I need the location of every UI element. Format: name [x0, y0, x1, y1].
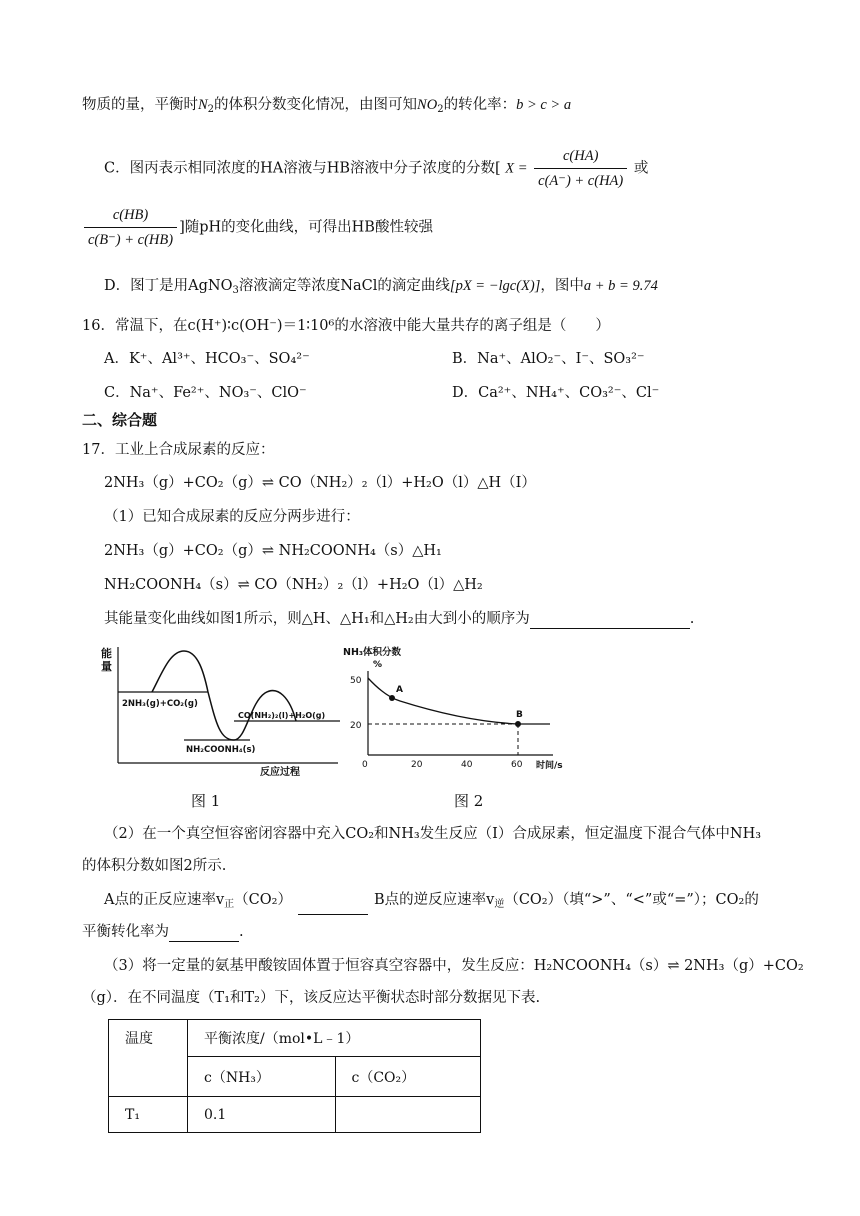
q16-option-b: B．Na⁺、AlO₂⁻、I⁻、SO₃²⁻: [452, 351, 645, 367]
q17-part3: （3）将一定量的氨基甲酸铵固体置于恒容真空容器中，发生反应：H₂NCOONH₄（s）⇌ 2NH₃（g）+CO₂: [104, 958, 804, 974]
q16-option-c: C．Na⁺、Fe²⁺、NO₃⁻、ClO⁻: [104, 385, 307, 401]
text: （CO₂）（填“>”、“<”或“=”）；CO₂的: [504, 892, 759, 908]
point-b: [515, 721, 521, 727]
conversion-formula: b > c > a: [516, 97, 572, 113]
text: （CO₂）: [234, 892, 292, 908]
q16-stem: 16．常温下，在c(H⁺)∶c(OH⁻)＝1∶10⁶的水溶液中能大量共存的离子组是（ ）: [82, 318, 610, 334]
x-label: 反应过程: [260, 767, 300, 778]
q17-stem: 17．工业上合成尿素的反应：: [82, 442, 275, 458]
option-d: [104, 276, 658, 301]
equilibrium-table: [108, 1019, 481, 1133]
compare-blank[interactable]: [298, 898, 368, 915]
row-t1-co2: [335, 1097, 481, 1133]
n2-subscript: 2: [207, 104, 215, 115]
q17-part2-conversion: [82, 922, 244, 942]
product-label: CO(NH₂)₂(l)+H₂O(g): [238, 711, 326, 720]
y-tick-50: 50: [350, 676, 362, 686]
q16-option-d: D．Ca²⁺、NH₄⁺、CO₃²⁻、Cl⁻: [452, 385, 660, 401]
reactant-label: 2NH₃(g)+CO₂(g): [122, 699, 198, 709]
or-text: 或: [633, 160, 649, 177]
text: 平衡转化率为: [82, 924, 169, 940]
x-label: 时间/s: [536, 761, 563, 771]
energy-curve: [152, 651, 296, 740]
point-a-label: A: [396, 685, 403, 695]
text: A点的正反应速率v: [104, 892, 225, 908]
q17-part1: （1）已知合成尿素的反应分两步进行：: [104, 509, 360, 525]
text: 物质的量，平衡时: [82, 97, 198, 113]
text: 的转化率：: [443, 97, 517, 113]
fraction-numerator: c(HB): [112, 207, 149, 223]
y-label-2: 量: [101, 660, 112, 673]
period: .: [689, 611, 695, 627]
q17-equation2: NH₂COONH₄（s）⇌ CO（NH₂）₂（l）+H₂O（l）△H₂: [104, 577, 483, 593]
header-temperature: 温度: [109, 1020, 188, 1097]
x-tick-60: 60: [511, 760, 523, 770]
option-d-middle: 溶液滴定等浓度NaCl的滴定曲线: [238, 278, 450, 294]
q17-part2-question: [104, 890, 759, 915]
no2-symbol: NO: [417, 97, 438, 113]
subscript-reverse: 逆: [494, 899, 505, 910]
x-tick-20: 20: [411, 760, 423, 770]
option-c-cont: [82, 205, 433, 250]
n2-symbol: N: [198, 97, 208, 113]
q17-main-equation: 2NH₃（g）+CO₂（g）⇌ CO（NH₂）₂（l）+H₂O（l）△H（I）: [104, 475, 536, 491]
q17-part1-question: [104, 609, 694, 629]
q17-part2-cont: 的体积分数如图2所示.: [82, 858, 227, 874]
y-tick-20: 20: [350, 721, 362, 731]
text: B点的逆反应速率v: [373, 892, 495, 908]
text: 的体积分数变化情况，由图可知: [214, 97, 418, 113]
option-c: [104, 146, 648, 191]
figure-2-nh3-plot: [338, 643, 578, 778]
figure-1-energy-diagram: [100, 643, 340, 778]
point-a: [389, 695, 395, 701]
ab-formula: a + b = 9.74: [583, 278, 658, 294]
fraction-ha: [534, 146, 627, 191]
x-tick-0: 0: [362, 760, 368, 770]
fraction-denominator: c(A⁻) + c(HA): [534, 168, 627, 191]
y-unit: %: [373, 660, 383, 670]
option-b-continuation: [82, 95, 571, 120]
q16-option-a: A．K⁺、Al³⁺、HCO₃⁻、SO₄²⁻: [104, 351, 310, 367]
question-text: 其能量变化曲线如图1所示，则△H、△H₁和△H₂由大到小的顺序为: [104, 611, 530, 627]
q17-part2: （2）在一个真空恒容密闭容器中充入CO₂和NH₃发生反应（I）合成尿素，恒定温度下混合气体中NH₃: [104, 826, 762, 842]
q17-part3-cont: （g）．在不同温度（T₁和T₂）下，该反应达平衡状态时部分数据见下表.: [82, 990, 541, 1006]
option-c-suffix: ]随pH的变化曲线，可得出HB酸性较强: [179, 219, 433, 236]
header-concentration: 平衡浓度/（mol•L﹣1）: [188, 1020, 481, 1057]
row-t1-nh3: 0.1: [188, 1097, 336, 1133]
subscript-forward: 正: [224, 899, 235, 910]
section-heading: 二、综合题: [82, 411, 158, 429]
text: ，图中: [540, 278, 584, 294]
point-b-label: B: [516, 710, 523, 720]
answer-blank[interactable]: [530, 612, 690, 629]
figure-2-caption: 图 2: [454, 792, 484, 810]
y-label-1: 能: [101, 647, 112, 660]
fraction-numerator: c(HA): [562, 148, 599, 164]
option-d-prefix: D．图丁是用AgNO: [104, 278, 233, 294]
y-label: NH₃体积分数: [343, 647, 402, 658]
row-t1-label: T₁: [109, 1097, 188, 1133]
no2-subscript: 2: [437, 104, 444, 115]
header-co2: c（CO₂）: [335, 1057, 481, 1097]
x-tick-40: 40: [461, 760, 473, 770]
intermediate-label: NH₂COONH₄(s): [186, 745, 256, 755]
header-nh3: c（NH₃）: [188, 1057, 336, 1097]
option-c-prefix: C．图丙表示相同浓度的HA溶液与HB溶液中分子浓度的分数[: [104, 160, 501, 177]
px-formula: [pX = −lgc(X)]: [449, 278, 541, 294]
x-equals: X =: [505, 160, 528, 177]
q17-equation1: 2NH₃（g）+CO₂（g）⇌ NH₂COONH₄（s）△H₁: [104, 543, 442, 559]
fraction-hb: [84, 205, 177, 250]
figure-1-caption: 图 1: [191, 792, 221, 810]
conversion-blank[interactable]: [169, 925, 239, 942]
subscript: 3: [232, 285, 239, 296]
period: .: [239, 924, 244, 940]
fraction-denominator: c(B⁻) + c(HB): [84, 227, 177, 250]
